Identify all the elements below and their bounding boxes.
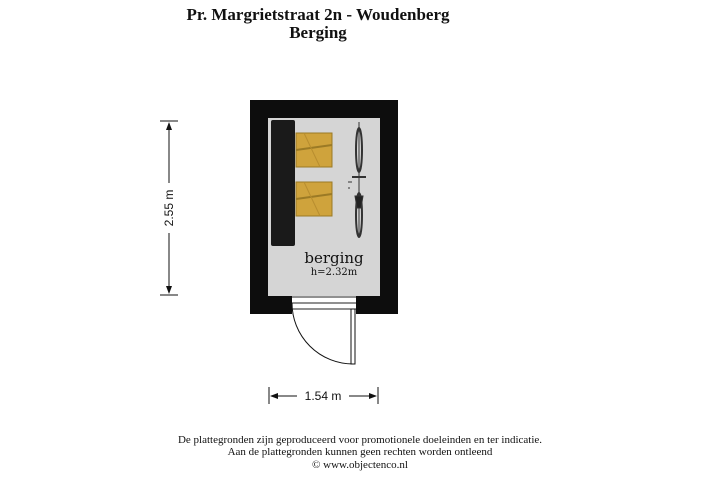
shelving-unit [271,120,295,246]
address-title: Pr. Margrietstraat 2n - Woudenberg [186,5,450,24]
room-height: h=2.32m [310,267,358,278]
vertical-dimension-label: 2.55 m [162,189,176,227]
floor-title: Berging [289,23,347,42]
copyright-line: © www.objectenco.nl [312,459,408,471]
room-name: berging [304,249,364,267]
disclaimer-line-1: De plattegronden zijn geproduceerd voor promotionele doeleinden en ter indicatie. [177,434,543,446]
vertical-dimension [160,121,178,295]
horizontal-dimension [269,387,378,404]
door-opening [292,296,356,314]
storage-box-bottom [296,182,332,216]
disclaimer-line-2: Aan de plattegronden kunnen geen rechten worden ontleend [227,446,493,458]
horizontal-dimension-label: 1.54 m [304,389,342,403]
storage-box-top [296,133,332,167]
